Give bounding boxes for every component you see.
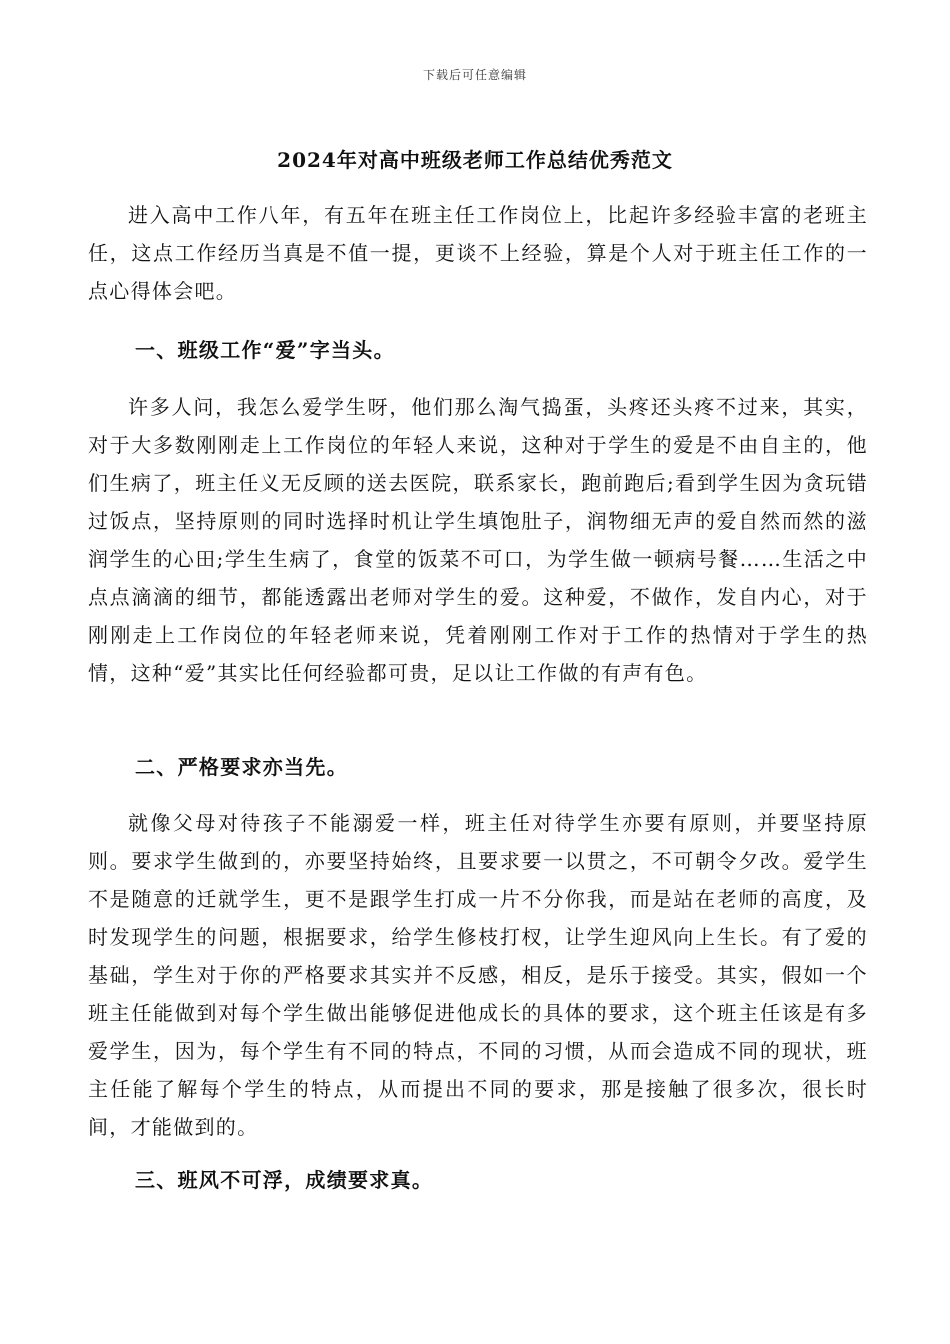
- intro-paragraph: 进入高中工作八年，有五年在班主任工作岗位上，比起许多经验丰富的老班主任，这点工作经历当真是不值一提，更谈不上经验，算是个人对于班主任工作的一点心得体会吧。: [88, 203, 868, 303]
- section-3-heading: 三、班风不可浮，成绩要求真。: [135, 1168, 434, 1192]
- section-1-heading: 一、班级工作“爱”字当头。: [135, 338, 395, 362]
- section-1-paragraph: 许多人问，我怎么爱学生呀，他们那么淘气捣蛋，头疼还头疼不过来，其实，对于大多数刚刚走上工作岗位的年轻人来说，这种对于学生的爱是不由自主的，他们生病了，班主任义无反顾的送去医院，联系家长，跑前跑后;看到学生因为贪玩错过饭点，坚持原则的同时选择时机让学生填饱肚子，润物细无声的爱自然而然的滋润学生的心田;学生生病了，食堂的饭菜不可口，为学生做一顿病号餐……生活之中点点滴滴的细节，都能透露出老师对学生的爱。这种爱，不做作，发自内心，对于刚刚走上工作岗位的年轻老师来说，凭着刚刚工作对于工作的热情对于学生的热情，这种“爱”其实比任何经验都可贵，足以让工作做的有声有色。: [88, 395, 868, 685]
- section-2-paragraph: 就像父母对待孩子不能溺爱一样，班主任对待学生亦要有原则，并要坚持原则。要求学生做到的，亦要坚持始终，且要求要一以贯之，不可朝令夕改。爱学生不是随意的迁就学生，更不是跟学生打成一片不分你我，而是站在老师的高度，及时发现学生的问题，根据要求，给学生修枝打杈，让学生迎风向上生长。有了爱的基础，学生对于你的严格要求其实并不反感，相反，是乐于接受。其实，假如一个班主任能做到对每个学生做出能够促进他成长的具体的要求，这个班主任该是有多爱学生，因为，每个学生有不同的特点，不同的习惯，从而会造成不同的现状，班主任能了解每个学生的特点，从而提出不同的要求，那是接触了很多次，很长时间，才能做到的。: [88, 811, 868, 1139]
- section-1-body: [88, 388, 868, 692]
- intro-section: [88, 196, 868, 310]
- page-title: 2024年对高中班级老师工作总结优秀范文: [277, 148, 673, 172]
- section-2-heading: 二、严格要求亦当先。: [135, 755, 348, 779]
- section-2-body: [88, 804, 868, 1146]
- header-note: 下载后可任意编辑: [422, 68, 527, 82]
